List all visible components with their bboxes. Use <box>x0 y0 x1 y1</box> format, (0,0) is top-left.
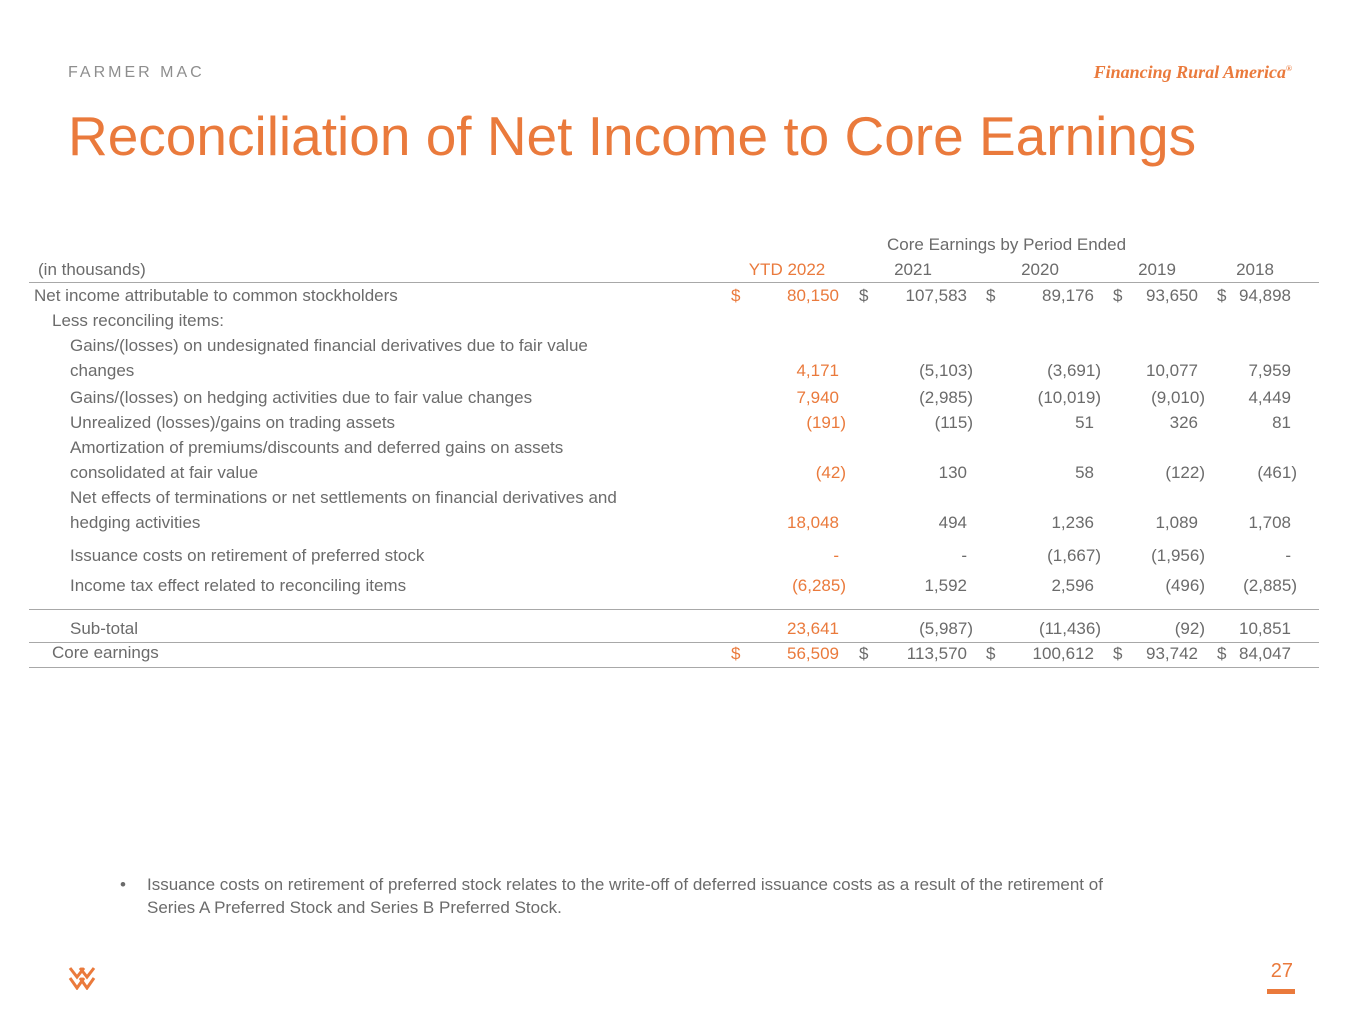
dollar-sign: $ <box>859 644 869 663</box>
table-row-amortization <box>29 460 1319 485</box>
bullet: • <box>120 875 126 894</box>
cell-2020: 89,176 <box>1042 286 1094 305</box>
cell-ytd-2022: 18,048 <box>787 513 839 532</box>
dollar-sign: $ <box>731 286 741 305</box>
cell-ytd-2022: (191) <box>806 413 846 432</box>
brand-name: FARMER MAC <box>68 64 205 81</box>
cell-2018: 84,047 <box>1239 644 1291 663</box>
cell-2020: (3,691) <box>1047 361 1101 380</box>
row-label: Net income attributable to common stockholders <box>34 286 398 305</box>
row-label: Core earnings <box>52 643 159 662</box>
cell-ytd-2022: - <box>833 546 839 565</box>
cell-2019: 10,077 <box>1146 361 1198 380</box>
cell-2019: 93,650 <box>1146 286 1198 305</box>
cell-2019: (496) <box>1165 576 1205 595</box>
table-row-core-earnings <box>29 643 1319 668</box>
dollar-sign: $ <box>1113 644 1123 663</box>
table-row-gains-undesignated-line1 <box>29 333 1319 358</box>
cell-2018: 94,898 <box>1239 286 1291 305</box>
cell-2021: 107,583 <box>905 286 967 305</box>
column-header-row <box>29 257 1319 283</box>
table-row-gains-hedging <box>29 385 1319 410</box>
row-label: Net effects of terminations or net settlements on financial derivatives and <box>70 488 617 507</box>
cell-ytd-2022: 23,641 <box>787 619 839 638</box>
col-header-2020: 2020 <box>1021 260 1059 279</box>
cell-2020: 1,236 <box>1051 513 1094 532</box>
cell-2021: 113,570 <box>906 644 967 663</box>
cell-2020: (1,667) <box>1047 546 1101 565</box>
cell-ytd-2022: (6,285) <box>792 576 846 595</box>
cell-2020: 51 <box>1075 413 1094 432</box>
row-label: Gains/(losses) on hedging activities due to fair value changes <box>70 388 533 407</box>
cell-2019: (1,956) <box>1151 546 1205 565</box>
col-header-2021: 2021 <box>894 260 932 279</box>
dollar-sign: $ <box>859 286 869 305</box>
cell-ytd-2022: 7,940 <box>796 388 839 407</box>
table-row-amortization-line1 <box>29 435 1319 460</box>
col-header-2019: 2019 <box>1138 260 1176 279</box>
cell-2018: 10,851 <box>1239 619 1291 638</box>
cell-2018: - <box>1285 546 1291 565</box>
cell-ytd-2022: 56,509 <box>787 644 839 663</box>
cell-2019: (122) <box>1165 463 1205 482</box>
cell-2020: 100,612 <box>1032 644 1094 663</box>
row-label: changes <box>70 361 135 380</box>
cell-2018: 1,708 <box>1248 513 1291 532</box>
cell-2018: 4,449 <box>1248 388 1291 407</box>
table-row-net-effects <box>29 510 1319 543</box>
farmer-mac-logo-icon <box>68 966 96 990</box>
row-label: Amortization of premiums/discounts and deferred gains on assets <box>70 438 564 457</box>
cell-ytd-2022: (42) <box>815 463 846 482</box>
cell-2021: 1,592 <box>924 576 967 595</box>
row-label: Less reconciling items: <box>52 311 224 330</box>
cell-2020: (10,019) <box>1037 388 1101 407</box>
cell-2021: (2,985) <box>919 388 973 407</box>
row-label: Income tax effect related to reconciling items <box>70 576 407 595</box>
cell-2020: 2,596 <box>1051 576 1094 595</box>
period-header: Core Earnings by Period Ended <box>887 235 1127 254</box>
dollar-sign: $ <box>1217 644 1227 663</box>
cell-2021: (5,987) <box>919 619 973 638</box>
row-label: Sub-total <box>70 619 139 638</box>
cell-2021: (115) <box>934 413 973 432</box>
cell-2019: (9,010) <box>1151 388 1205 407</box>
col-header-2018: 2018 <box>1236 260 1274 279</box>
page-title: Reconciliation of Net Income to Core Earnings <box>68 105 1197 167</box>
table-row-net-income <box>29 283 1319 308</box>
row-label: consolidated at fair value <box>70 463 259 482</box>
period-header-row <box>29 232 1319 257</box>
dollar-sign: $ <box>986 286 996 305</box>
footnote-text: Issuance costs on retirement of preferred stock relates to the write-off of deferred issuance costs as a result of the retirement of Series A Preferred Stock and Series B Preferred Stock. <box>147 875 1103 917</box>
cell-2021: (5,103) <box>919 361 973 380</box>
cell-2020: (11,436) <box>1038 619 1101 638</box>
cell-2021: 494 <box>938 513 967 532</box>
cell-ytd-2022: 80,150 <box>787 286 839 305</box>
cell-2019: 93,742 <box>1146 644 1198 663</box>
table-row-unrealized <box>29 410 1319 435</box>
cell-2018: (461) <box>1257 463 1297 482</box>
table-row-subtotal <box>29 610 1319 643</box>
col-header-ytd-2022: YTD 2022 <box>748 260 826 279</box>
row-label: Gains/(losses) on undesignated financial derivatives due to fair value <box>70 336 588 355</box>
tagline: Financing Rural America® <box>1093 62 1292 82</box>
dollar-sign: $ <box>731 644 741 663</box>
reconciliation-table <box>29 232 1319 668</box>
cell-2019: 1,089 <box>1155 513 1198 532</box>
cell-2021: - <box>961 546 967 565</box>
cell-2019: (92) <box>1174 619 1205 638</box>
cell-2019: 326 <box>1169 413 1198 432</box>
units-label: (in thousands) <box>38 260 146 279</box>
cell-2018: 7,959 <box>1248 361 1291 380</box>
dollar-sign: $ <box>986 644 996 663</box>
cell-2020: 58 <box>1075 463 1094 482</box>
table-row-issuance <box>29 543 1319 576</box>
registered-mark: ® <box>1286 64 1292 73</box>
cell-2021: 130 <box>938 463 967 482</box>
page-number: 27 <box>1270 960 1293 982</box>
cell-ytd-2022: 4,171 <box>796 361 839 380</box>
table-row-income-tax <box>29 576 1319 610</box>
cell-2018: 81 <box>1272 413 1291 432</box>
page-number-underline <box>1267 989 1295 994</box>
table-row-gains-undesignated <box>29 358 1319 385</box>
row-label: Unrealized (losses)/gains on trading assets <box>70 413 396 432</box>
dollar-sign: $ <box>1113 286 1123 305</box>
dollar-sign: $ <box>1217 286 1227 305</box>
cell-2018: (2,885) <box>1243 576 1297 595</box>
table-row-less-reconciling <box>29 308 1319 333</box>
row-label: hedging activities <box>70 513 201 532</box>
row-label: Issuance costs on retirement of preferred stock <box>70 546 425 565</box>
table-row-net-effects-line1 <box>29 485 1319 510</box>
